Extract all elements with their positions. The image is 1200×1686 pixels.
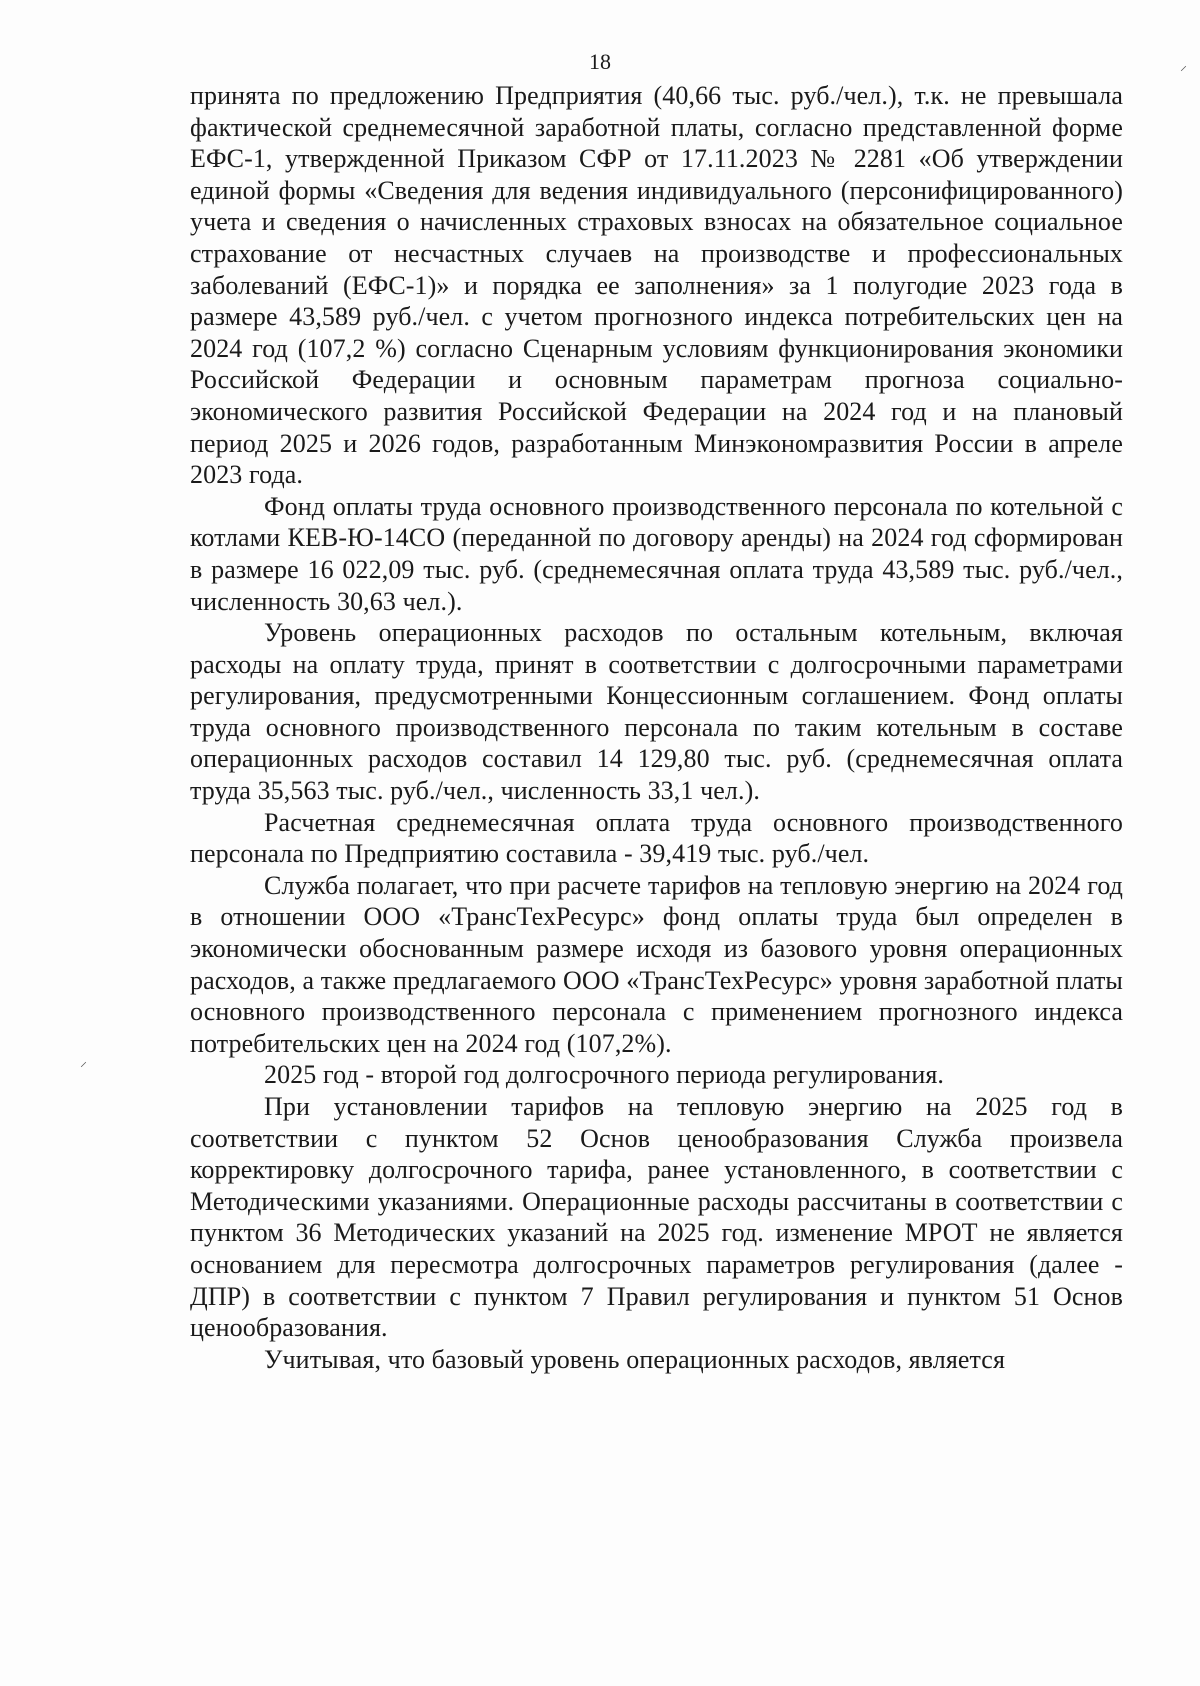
paragraph: Уровень операционных расходов по остальным котельным, включая расходы на оплату труда, принят в соответствии с долгосрочными параметрами регулирования, предусмотренными Концессионным соглашением. Фонд оплаты труда основного производственного персонала по таким котельным в составе операционных расходов составил 14 129,80 тыс. руб. (среднемесячная оплата труда 35,563 тыс. руб./чел., численность 33,1 чел.). [190, 618, 1123, 806]
paragraph: Фонд оплаты труда основного производственного персонала по котельной с котлами КЕВ-Ю-14СО (переданной по договору аренды) на 2024 год сформирован в размере 16 022,09 тыс. руб. (среднемесячная оплата труда 43,589 тыс. руб./чел., численность 30,63 чел.). [190, 491, 1123, 616]
document-body [190, 80, 1123, 1375]
scan-mark: ⸝ [1180, 58, 1187, 74]
paragraph: При установлении тарифов на тепловую энергию на 2025 год в соответствии с пунктом 52 Основ ценообразования Служба произвела корректировку долгосрочного тарифа, ранее установленного, в соответствии с Методическими указаниями. Операционные расходы рассчитаны в соответствии с пунктом 36 Методических указаний на 2025 год. изменение МРОТ не является основанием для пересмотра долгосрочных параметров регулирования (далее - ДПР) в соответствии с пунктом 7 Правил регулирования и пунктом 51 Основ ценообразования. [190, 1092, 1123, 1343]
paragraph: 2025 год - второй год долгосрочного периода регулирования. [264, 1060, 945, 1090]
scan-mark: ⸝ [80, 1054, 87, 1070]
paragraph: принята по предложению Предприятия (40,66 тыс. руб./чел.), т.к. не превышала фактической среднемесячной заработной платы, согласно представленной форме ЕФС-1, утвержденной Приказом СФР от 17.11.2023 № 2281 «Об утверждении единой формы «Сведения для ведения индивидуального (персонифицированного) учета и сведения о начисленных страховых взносах на обязательное социальное страхование от несчастных случаев на производстве и профессиональных заболеваний (ЕФС-1)» и порядка ее заполнения» за 1 полугодие 2023 года в размере 43,589 руб./чел. с учетом прогнозного индекса потребительских цен на 2024 год (107,2 %) согласно Сценарным условиям функционирования экономики Российской Федерации и основным параметрам прогноза социально-экономического развития Российской Федерации на 2024 год и на плановый период 2025 и 2026 годов, разработанным Минэкономразвития России в апреле 2023 года. [190, 81, 1123, 490]
paragraph: Служба полагает, что при расчете тарифов на тепловую энергию на 2024 год в отношении ООО «ТрансТехРесурс» фонд оплаты труда был определен в экономически обоснованным размере исходя из базового уровня операционных расходов, а также предлагаемого ООО «ТрансТехРесурс» уровня заработной платы основного производственного персонала с применением прогнозного индекса потребительских цен на 2024 год (107,2%). [190, 870, 1123, 1058]
paragraph: Расчетная среднемесячная оплата труда основного производственного персонала по Предприятию составила - 39,419 тыс. руб./чел. [190, 807, 1123, 869]
page-number: 18 [589, 49, 611, 74]
paragraph: Учитывая, что базовый уровень операционных расходов, является [264, 1344, 1006, 1374]
